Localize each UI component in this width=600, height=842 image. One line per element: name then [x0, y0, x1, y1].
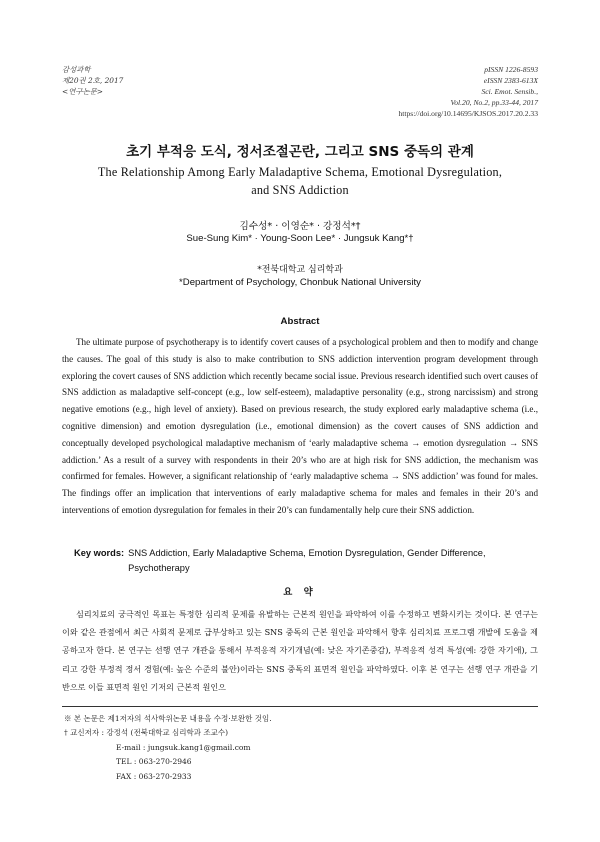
doi-link[interactable]: https://doi.org/10.14695/KJSOS.2017.20.2.33: [398, 109, 538, 118]
pissn: pISSN 1226-8593: [484, 65, 538, 74]
summary-body: 심리치료의 궁극적인 목표는 특정한 심리적 문제를 유발하는 근본적 원인을 파악하여 이를 수정하고 변화시키는 것이다. 본 연구는 이와 같은 관점에서 최근 사회적 문제로 급부상하고 있는 SNS 중독의 근본 원인을 파악해서 향후 심리치료 프로그램 개발에 도움을 제공하고자 한다. 본 연구는 선행 연구 개관을 통해서 부적응적 자기개념(예: 낮은 자기존중감), 부적응적 성격 특성(예: 강한 자기애), 그리고 강한 부정적 정서 경험(예: 높은 수준의 불안)이라는 SNS 중독의 표면적 원인을 파악하였다. 이후 본 연구는 선행 연구 개관을 기반으로 이들 표면적 원인 기저의 근본적 원인으: [62, 609, 538, 692]
journal-header-right: [398, 64, 538, 119]
authors-english: Sue-Sung Kim* · Young-Soon Lee* · Jungsuk Kang*†: [186, 233, 414, 244]
footnote-divider: [62, 706, 538, 707]
title-english-line2: and SNS Addiction: [251, 183, 349, 197]
title-korean: 초기 부적응 도식, 정서조절곤란, 그리고 SNS 중독의 관계: [126, 144, 474, 160]
summary-heading: 요 약: [283, 587, 317, 598]
keywords-list: SNS Addiction, Early Maladaptive Schema, Emotion Dysregulation, Gender Difference, Psychotherapy: [128, 548, 486, 573]
eissn: eISSN 2383-613X: [483, 76, 538, 85]
authors-korean: 김수성* · 이영순* · 강정석*†: [239, 221, 361, 232]
footnotes: [64, 712, 534, 784]
title-english-line1: The Relationship Among Early Maladaptive Schema, Emotional Dysregulation,: [97, 165, 503, 179]
keywords: [74, 546, 540, 576]
journal-abbrev: Sci. Emot. Sensib.,: [481, 87, 538, 96]
affiliation-english: *Department of Psychology, Chonbuk National University: [179, 277, 421, 288]
footnote-thesis: ※ 본 논문은 제1저자의 석사학위논문 내용을 수정·보완한 것임.: [64, 714, 272, 723]
journal-name-ko: 감성과학: [62, 65, 91, 74]
abstract-heading: Abstract: [280, 316, 320, 327]
journal-volume-ko: 제20권 2호, 2017: [62, 76, 124, 85]
keywords-label: Key words:: [74, 548, 125, 558]
journal-header-left: [62, 64, 123, 97]
affiliation-korean: *전북대학교 심리학과: [257, 265, 343, 275]
article-type: <연구논문>: [62, 87, 103, 96]
title-english: [40, 163, 560, 199]
footnote-fax: FAX : 063-270-2933: [116, 771, 192, 781]
footnote-tel: TEL : 063-270-2946: [116, 757, 192, 767]
footnote-corresponding: † 교신저자 : 강정석 (전북대학교 심리학과 조교수): [64, 728, 229, 738]
footnote-email[interactable]: E-mail : jungsuk.kang1@gmail.com: [116, 742, 251, 752]
volume-pages: Vol.20, No.2, pp.33-44, 2017: [450, 98, 538, 107]
abstract-body: The ultimate purpose of psychotherapy is to identify covert causes of a psychological problem and then to modify and change the causes. The goal of this study is also to make contribution to SNS addiction intervention program development through exploring the covert causes of SNS addiction which recently became social issue. Previous research identified such overt causes of SNS addiction as maladaptive self-concept (e.g., low self-esteem), maladaptive personality (e.g., strong narcissism) and strong negative emotions (e.g., high level of anxiety). Based on previous research, the study explored early maladaptive schema (i.e., cognitive dimension) and emotion dysregulation (i.e., emotional dimension) as the covert causes of SNS addiction and conceptually developed psychological maladaptive mechanism of ‘early maladaptive schema → emotion dysregulation → SNS addiction.’ As a result of a survey with respondents in their 20’s who are at high risk for SNS addiction, the mechanism was confirmed for females. However, a significant relationship of ‘early maladaptive schema → SNS addiction’ was found for males. The findings offer an implication that interventions of early maladaptive schema for males and females in their 20’s and interventions of emotion dysregulation for females in their 20’s can fundamentally help cure their SNS addiction.: [62, 337, 539, 515]
